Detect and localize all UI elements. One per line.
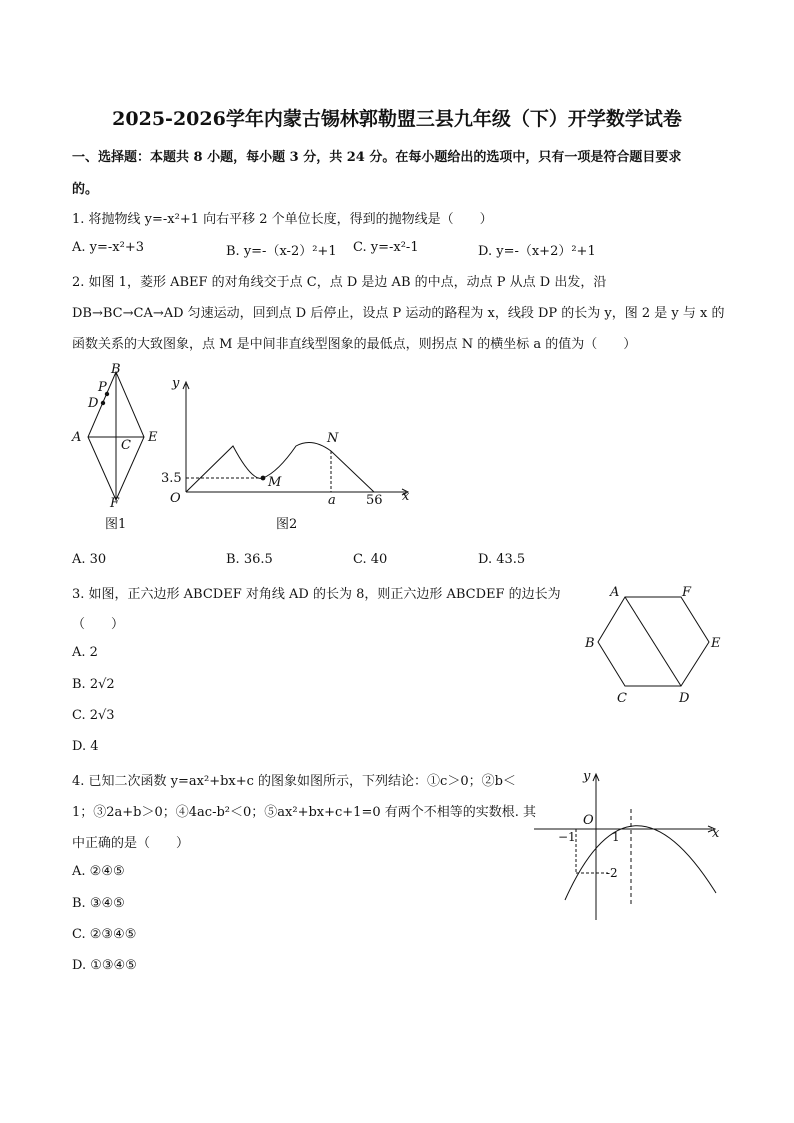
label-d: D: [88, 396, 99, 411]
hex-label-b: B: [585, 636, 595, 651]
q2-stem-line3: 函数关系的大致图象，点 M 是中间非直线型图象的最低点，则拐点 N 的横坐标 a 的值为（ ）: [72, 337, 637, 352]
q2-option-a[interactable]: A. 30: [72, 552, 107, 567]
q3-option-b[interactable]: B. 2√2: [72, 677, 115, 692]
q2-stem-line1: 2. 如图 1，菱形 ABEF 的对角线交于点 C，点 D 是边 AB 的中点，动点 P 从点 D 出发，沿: [72, 275, 607, 290]
q4-stem-line3: 中正确的是（ ）: [72, 836, 190, 851]
q4-stem-line1: 4. 已知二次函数 y=ax²+bx+c 的图象如图所示，下列结论：①c＞0；②b＜: [72, 774, 516, 789]
q1-option-a[interactable]: A. y=-x²+3: [72, 240, 144, 255]
hex-label-a: A: [610, 585, 620, 600]
tick-3.5: 3.5: [161, 471, 182, 486]
tick-1: 1: [612, 830, 620, 844]
section-heading-cont: 的。: [72, 182, 99, 197]
tick-neg2: -2: [606, 866, 618, 880]
hex-label-c: C: [617, 691, 627, 706]
label-f: F: [110, 496, 120, 511]
parabola-curve: [565, 826, 716, 900]
label-c: C: [121, 438, 131, 453]
tick-neg1: −1: [558, 830, 576, 844]
section-heading: 一、选择题：本题共 8 小题，每小题 3 分，共 24 分。在每小题给出的选项中，只有一项是符合题目要求: [72, 150, 682, 165]
q4-option-d[interactable]: D. ①③④⑤: [72, 958, 137, 973]
q2-option-b[interactable]: B. 36.5: [226, 552, 273, 567]
q4-stem-line2: 1；③2a+b＞0；④4ac-b²＜0；⑤ax²+bx+c+1=0 有两个不相等的实数根. 其: [72, 805, 537, 820]
q4-option-c[interactable]: C. ②③④⑤: [72, 927, 137, 942]
label-p: P: [98, 380, 107, 395]
page-title: 2025-2026学年内蒙古锡林郭勒盟三县九年级（下）开学数学试卷: [112, 108, 682, 130]
q3-stem-line2: （ ）: [72, 617, 125, 632]
point-m-dot: [261, 476, 266, 481]
axis-label-x: x: [402, 489, 410, 504]
hex-label-e: E: [711, 636, 721, 651]
q4-option-a[interactable]: A. ②④⑤: [72, 864, 125, 879]
axis-label-y: y: [583, 769, 591, 784]
label-e: E: [148, 430, 158, 445]
origin-label: O: [583, 813, 594, 828]
hex-label-d: D: [679, 691, 690, 706]
hex-label-f: F: [682, 585, 692, 600]
origin-label: O: [170, 491, 181, 506]
label-m: M: [268, 475, 282, 490]
figure2-caption: 图2: [276, 517, 298, 532]
axis-label-y: y: [172, 376, 180, 391]
figure1-caption: 图1: [105, 517, 127, 532]
q1-option-c[interactable]: C. y=-x²-1: [353, 240, 419, 255]
q1-option-d[interactable]: D. y=-（x+2）²+1: [478, 244, 596, 259]
q3-option-d[interactable]: D. 4: [72, 739, 99, 754]
q3-stem-line1: 3. 如图，正六边形 ABCDEF 对角线 AD 的长为 8，则正六边形 ABCDEF 的边长为: [72, 587, 561, 602]
q2-stem-line2: DB→BC→CA→AD 匀速运动，回到点 D 后停止，设点 P 运动的路程为 x，线段 DP 的长为 y，图 2 是 y 与 x 的: [72, 306, 725, 321]
label-b: B: [111, 362, 121, 377]
q2-figure2-graph: [160, 370, 420, 540]
q2-figure1-rhombus: [60, 360, 170, 540]
q3-option-c[interactable]: C. 2√3: [72, 708, 115, 723]
q3-option-a[interactable]: A. 2: [72, 645, 98, 660]
q2-option-d[interactable]: D. 43.5: [478, 552, 526, 567]
axis-label-x: x: [712, 826, 720, 841]
tick-56: 56: [366, 493, 383, 508]
q4-option-b[interactable]: B. ③④⑤: [72, 896, 125, 911]
point-d-dot: [101, 401, 105, 405]
tick-a: a: [328, 493, 336, 508]
diagonal-ad: [625, 597, 681, 686]
q2-option-c[interactable]: C. 40: [353, 552, 388, 567]
q1-stem: 1. 将抛物线 y=-x²+1 向右平移 2 个单位长度，得到的抛物线是（ ）: [72, 212, 493, 227]
label-a: A: [72, 430, 82, 445]
label-n: N: [327, 431, 339, 446]
q3-figure-hexagon: [580, 580, 730, 710]
q1-option-b[interactable]: B. y=-（x-2）²+1: [226, 244, 337, 259]
q4-figure-parabola: [528, 765, 728, 925]
